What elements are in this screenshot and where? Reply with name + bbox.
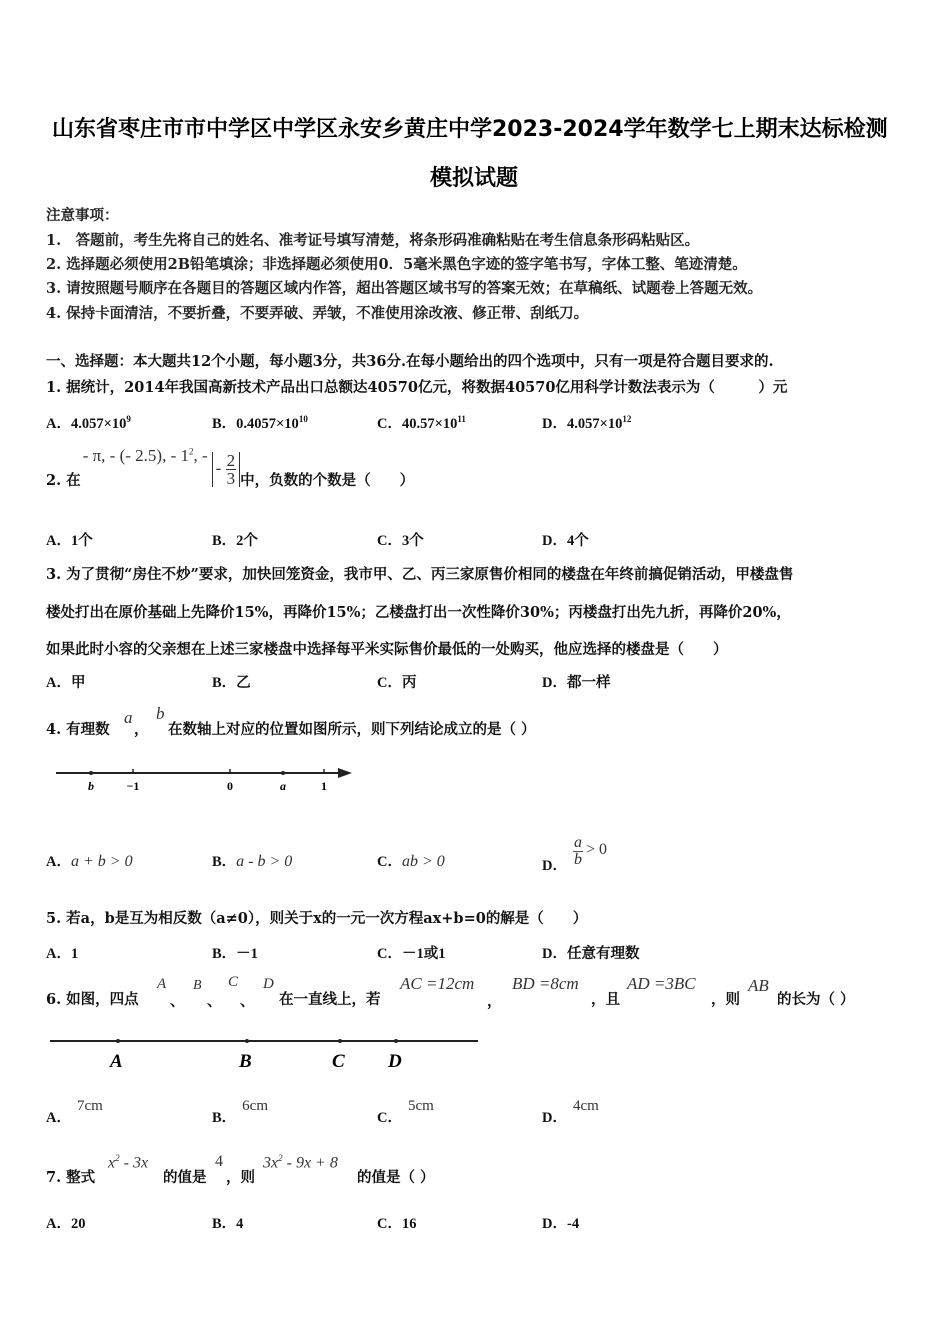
separator: ， [487,993,502,1010]
figure-label-d: D [388,1051,402,1072]
section-heading: 一、选择题：本大题共12个小题，每小题3分，共36分.在每小题给出的四个选项中，只有一项是符合题目要求的. [46,353,774,370]
question-7-prefix: 7. 整式 [46,1169,96,1186]
question-5-option-a[interactable]: A．1 [46,946,79,962]
separator: 、 [240,993,255,1010]
label-a: a [280,779,286,793]
notice-heading: 注意事项： [46,207,119,224]
label-0: 0 [227,779,233,793]
option-exponent: 9 [126,414,131,425]
question-6-prefix: 6. 如图，四点 [46,991,139,1008]
option-label: B． [212,416,237,432]
question-6-option-c[interactable]: C．5cm [377,1098,434,1126]
point-label-b: B [193,978,202,993]
question-6-option-a[interactable]: A．7cm [46,1098,103,1126]
question-2-option-a[interactable]: A．1个 [46,533,93,549]
question-2-suffix: 中，负数的个数是（ ） [240,471,415,489]
question-6-option-d[interactable]: D．4cm [542,1098,599,1126]
option-text: 4.057×10 [70,416,127,432]
question-1-option-c[interactable] [377,412,466,433]
option-text: 0.4057×10 [236,416,299,432]
question-5-stem: 5. 若a，b是互为相反数（a≠0），则关于x的一元一次方程ax+b=0的解是（ ） [46,910,588,927]
label-b: b [88,779,94,793]
option-exponent: 10 [298,414,308,425]
variable-b: b [156,704,165,723]
point-label-a: A [157,976,167,992]
question-1-option-b[interactable] [212,412,308,433]
option-text: 40.57×10 [401,416,458,432]
question-5-option-d[interactable]: D．任意有理数 [542,946,640,962]
point-a [281,771,285,775]
question-3-option-c[interactable]: C．丙 [377,675,417,691]
option-text: 4.057×10 [566,416,623,432]
point-a-dot [116,1039,120,1043]
question-4-option-c[interactable]: C．ab > 0 [377,853,445,870]
question-6-mid: 在一直线上，若 [279,991,381,1008]
question-2-expression: - π, - (- 2.5), - $1^2$, - [82,446,208,465]
point-b-dot [245,1039,249,1043]
condition-ac: AC =12cm [400,974,475,993]
question-1-option-d[interactable] [542,412,631,433]
point-label-d: D [263,976,274,992]
question-7-mid2: ，则 [226,1169,255,1186]
question-4-option-d[interactable]: D． $\frac{a}{b}$ > 0 [542,834,608,874]
point-label-c: C [228,974,239,990]
notice-item: 4. 保持卡面清洁，不要折叠，不要弄破、弄皱，不准使用涂改液、修正带、刮纸刀。 [46,305,589,322]
question-2-option-c[interactable]: C．3个 [377,533,424,549]
separator: ，则 [711,991,740,1008]
question-6-suffix: 的长为（ ） [777,991,855,1008]
question-2-option-b[interactable]: B．2个 [212,533,258,549]
question-2-option-d[interactable]: D．4个 [542,533,589,549]
option-label: A． [46,416,71,432]
question-4-option-b[interactable]: B．a - b > 0 [212,853,293,870]
question-7-option-d[interactable]: D．-4 [542,1216,580,1232]
question-2-prefix: 2. 在 [46,471,81,489]
question-4-prefix: 4. 有理数 [46,721,110,738]
expression-3x2-minus-9x-plus-8: $3x^2 - 9x + 8$ [263,1153,338,1172]
fraction-a-over-b: $\frac{a}{b}$ [573,834,582,868]
condition-ad: AD =3BC [627,974,696,993]
separator: ，且 [591,991,620,1008]
option-label: D． [542,416,567,432]
value-4: 4 [215,1153,223,1170]
arrow-head-icon [338,768,352,778]
figure-label-b: B [239,1051,252,1072]
question-4-option-a[interactable]: A．a + b > 0 [46,853,133,870]
label-minus-1: −1 [126,779,140,793]
option-label: C． [377,416,402,432]
question-4-suffix: 在数轴上对应的位置如图所示，则下列结论成立的是（ ） [168,721,536,738]
question-2-stem [46,446,414,492]
target-ab: AB [748,976,769,995]
separator: 、 [207,993,222,1010]
question-7-option-a[interactable]: A．20 [46,1216,86,1232]
figure-label-a: A [110,1051,123,1072]
question-6-option-b[interactable]: B．6cm [212,1098,268,1126]
document-title-line1: 山东省枣庄市市中学区中学区永安乡黄庄中学2023-2024学年数学七上期末达标检测 [52,117,888,142]
variable-a: a [124,708,133,727]
question-1-stem: 1. 据统计，2014年我国高新技术产品出口总额达40570亿元，将数据40570亿用科学计数法表示为（ ）元 [46,379,788,396]
question-5-option-b[interactable]: B．－1 [212,946,258,962]
question-3-option-a[interactable]: A．甲 [46,675,86,691]
line-segment-figure [48,1032,488,1077]
question-3-line: 楼处打出在原价基础上先降价15%，再降价15%；乙楼盘打出一次性降价30%；丙楼盘打出先九折，再降价20%， [46,604,791,621]
notice-item: 3. 请按照题号顺序在各题目的答题区域内作答，超出答题区域书写的答案无效；在草稿纸、试题卷上答题无效。 [46,280,763,297]
expression-x2-minus-3x: $x^2 - 3x$ [108,1153,149,1172]
absolute-value-fraction: - $\frac{2}{3}$ [212,452,240,487]
option-exponent: 12 [622,414,632,425]
number-line-figure [52,760,362,800]
option-exponent: 11 [457,414,466,425]
notice-item: 2. 选择题必须使用2B铅笔填涂；非选择题必须使用0．5毫米黑色字迹的签字笔书写，字体工整、笔迹清楚。 [46,256,747,273]
point-c-dot [338,1039,342,1043]
notice-item: 1. 答题前，考生先将自己的姓名、准考证号填写清楚，将条形码准确粘贴在考生信息条形码粘贴区。 [46,232,700,249]
question-7-suffix: 的值是（ ） [357,1169,435,1186]
figure-label-c: C [332,1051,345,1072]
question-5-option-c[interactable]: C．－1或1 [377,946,446,962]
question-7-option-b[interactable]: B．4 [212,1216,244,1232]
label-1: 1 [321,779,327,793]
comma: ， [134,721,149,738]
condition-bd: BD =8cm [512,974,579,993]
question-7-mid1: 的值是 [163,1169,207,1186]
question-1-option-a[interactable] [46,412,131,433]
question-3-line: 3. 为了贯彻“房住不炒”要求，加快回笼资金，我市甲、乙、丙三家原售价相同的楼盘在年终前搞促销活动，甲楼盘售 [46,566,794,583]
question-3-line: 如果此时小容的父亲想在上述三家楼盘中选择每平米实际售价最低的一处购买，他应选择的楼盘是（ ） [46,641,728,658]
question-3-option-b[interactable]: B．乙 [212,675,251,691]
question-3-option-d[interactable]: D．都一样 [542,675,611,691]
point-d-dot [394,1039,398,1043]
question-7-option-c[interactable]: C．16 [377,1216,417,1232]
separator: 、 [170,993,185,1010]
point-b [89,771,93,775]
document-title-line2: 模拟试题 [430,166,519,191]
